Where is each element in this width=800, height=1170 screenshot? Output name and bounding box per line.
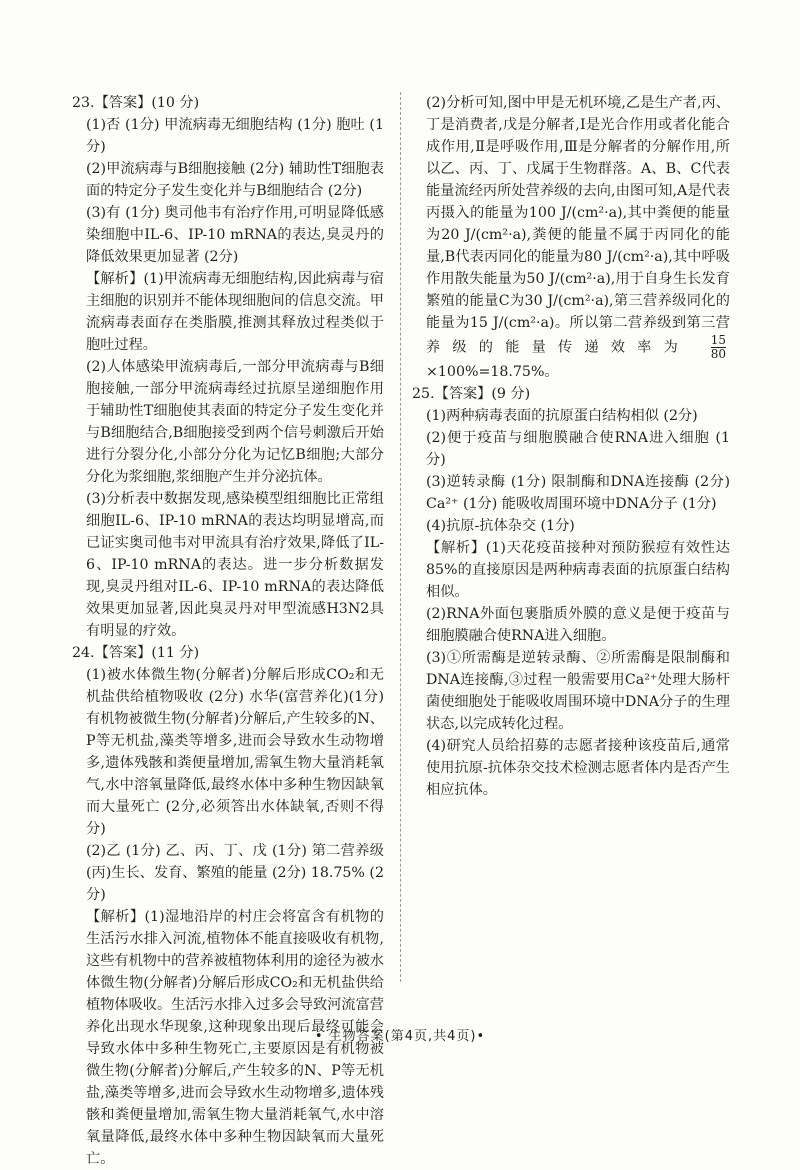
right-column [412, 92, 730, 801]
q25-heading: 25.【答案】(9 分) [412, 386, 531, 402]
q23-answer-2: (2)甲流病毒与B细胞接触 (2分) 辅助性T细胞表面的特定分子发生变化并与B细胞结合 (2分) [86, 161, 384, 199]
q23-answer-3: (3)有 (1分) 奥司他韦有治疗作用,可明显降低感染细胞中IL-6、IP-10 mRNA的表达,臭灵丹的降低效果更加显著 (2分) [86, 205, 384, 265]
q25-explanation-3: (3)①所需酶是逆转录酶、②所需酶是限制酶和DNA连接酶,③过程一般需要用Ca²⁺处理大肠杆菌使细胞处于能吸收周围环境中DNA分子的生理状态,以完成转化过程。 [426, 650, 730, 732]
q24-answer-2: (2)乙 (1分) 乙、丙、丁、戊 (1分) 第二营养级(丙)生长、发育、繁殖的能量 (2分) 18.75% (2分) [86, 843, 384, 903]
column-divider [400, 92, 401, 982]
q25-explanation-1: 【解析】(1)天花疫苗接种对预防猴痘有效性达85%的直接原因是两种病毒表面的抗原蛋白结构相似。 [426, 540, 730, 600]
q25-answer-3: (3)逆转录酶 (1分) 限制酶和DNA连接酶 (2分) Ca²⁺ (1分) 能吸收周围环境中DNA分子 (1分) [426, 474, 730, 512]
q23-explanation-3: (3)分析表中数据发现,感染模型组细胞比正常组细胞IL-6、IP-10 mRNA的表达均明显增高,而已证实奥司他韦对甲流具有治疗效果,降低了IL-6、IP-10 mRNA的表达。进一步分析数据发现,臭灵丹组对IL-6、IP-10 mRNA的表达降低效果更加显著,因此臭灵丹对甲型流感H3N2具有明显的疗效。 [86, 491, 384, 639]
page-footer: • 生物答案(第4页,共4页)• [314, 1029, 486, 1044]
q24-explanation-2 [412, 92, 730, 383]
q23-heading: 23.【答案】(10 分) [72, 95, 200, 111]
q24-heading: 24.【答案】(11 分) [72, 645, 200, 661]
q25-answer-2: (2)便于疫苗与细胞膜融合使RNA进入细胞 (1分) [426, 430, 730, 468]
efficiency-fraction [711, 334, 726, 361]
q23-answer-1: (1)否 (1分) 甲流病毒无细胞结构 (1分) 胞吐 (1分) [86, 117, 384, 155]
q24-explanation-2-text: (2)分析可知,图中甲是无机环境,乙是生产者,丙、丁是消费者,戊是分解者,Ⅰ是光合作用或者化能合成作用,Ⅱ是呼吸作用,Ⅲ是分解者的分解作用,所以乙、丙、丁、戊属于生物群落。A、B、C代表能量流经丙所处营养级的去向,由图可知,A是代表丙摄入的能量为100 J/(cm²·a),其中粪便的能量为20 J/(cm²·a),粪便的能量不属于丙同化的能量,B代表丙同化的能量为80 J/(cm²·a),其中呼吸作用散失能量为50 J/(cm²·a),用于自身生长发育繁殖的能量C为30 J/(cm²·a),第三营养级同化的能量为15 J/(cm²·a)。所以第二营养级到第三营养级的能量传递效率为 [426, 95, 730, 356]
q25-explanation-2: (2)RNA外面包裹脂质外膜的意义是便于疫苗与细胞膜融合使RNA进入细胞。 [426, 606, 730, 644]
q23-explanation-2: (2)人体感染甲流病毒后,一部分甲流病毒与B细胞接触,一部分甲流病毒经过抗原呈递细胞作用于辅助性T细胞使其表面的特定分子发生变化并与B细胞结合,B细胞接受到两个信号刺激后开始进行分裂分化,小部分分化为记忆B细胞;大部分分化为浆细胞,浆细胞产生并分泌抗体。 [86, 359, 384, 485]
fraction-denominator: 80 [710, 347, 726, 361]
left-column [72, 92, 384, 1170]
q24-explanation-1: 【解析】(1)湿地沿岸的村庄会将富含有机物的生活污水排入河流,植物体不能直接吸收有机物,这些有机物中的营养被植物体利用的途径为被水体微生物(分解者)分解后形成CO₂和无机盐供给植物体吸收。生活污水排入过多会导致河流富营养化出现水华现象,这种现象出现后最终可能会导致水体中多种生物死亡,主要原因是有机物被微生物(分解者)分解后,产生较多的N、P等无机盐,藻类等增多,进而会导致水生动物增多,遗体残骸和粪便量增加,需氧生物大量消耗氧气,水中溶氧量降低,最终水体中多种生物因缺氧而大量死亡。 [86, 909, 384, 1167]
q24-answer-1: (1)被水体微生物(分解者)分解后形成CO₂和无机盐供给植物吸收 (2分) 水华(富营养化)(1分) 有机物被微生物(分解者)分解后,产生较多的N、P等无机盐,藻类等增多,进而会导致水生动物增多,遗体残骸和粪便量增加,需氧生物大量消耗氧气,水中溶氧量降低,最终水体中多种生物因缺氧而大量死亡 (2分,必须答出水体缺氧,否则不得分) [86, 667, 384, 837]
q25-explanation-4: (4)研究人员给招募的志愿者接种该疫苗后,通常使用抗原-抗体杂交技术检测志愿者体内是否产生相应抗体。 [426, 738, 730, 798]
q25-answer-1: (1)两种病毒表面的抗原蛋白结构相似 (2分) [426, 408, 698, 424]
fraction-numerator: 15 [710, 333, 726, 347]
q23-explanation-1: 【解析】(1)甲流病毒无细胞结构,因此病毒与宿主细胞的识别并不能体现细胞间的信息交流。甲流病毒表面存在类脂膜,推测其释放过程类似于胞吐过程。 [86, 271, 384, 353]
q25-answer-4: (4)抗原-抗体杂交 (1分) [426, 518, 575, 534]
q24-explanation-2-result: ×100%=18.75%。 [426, 364, 559, 380]
